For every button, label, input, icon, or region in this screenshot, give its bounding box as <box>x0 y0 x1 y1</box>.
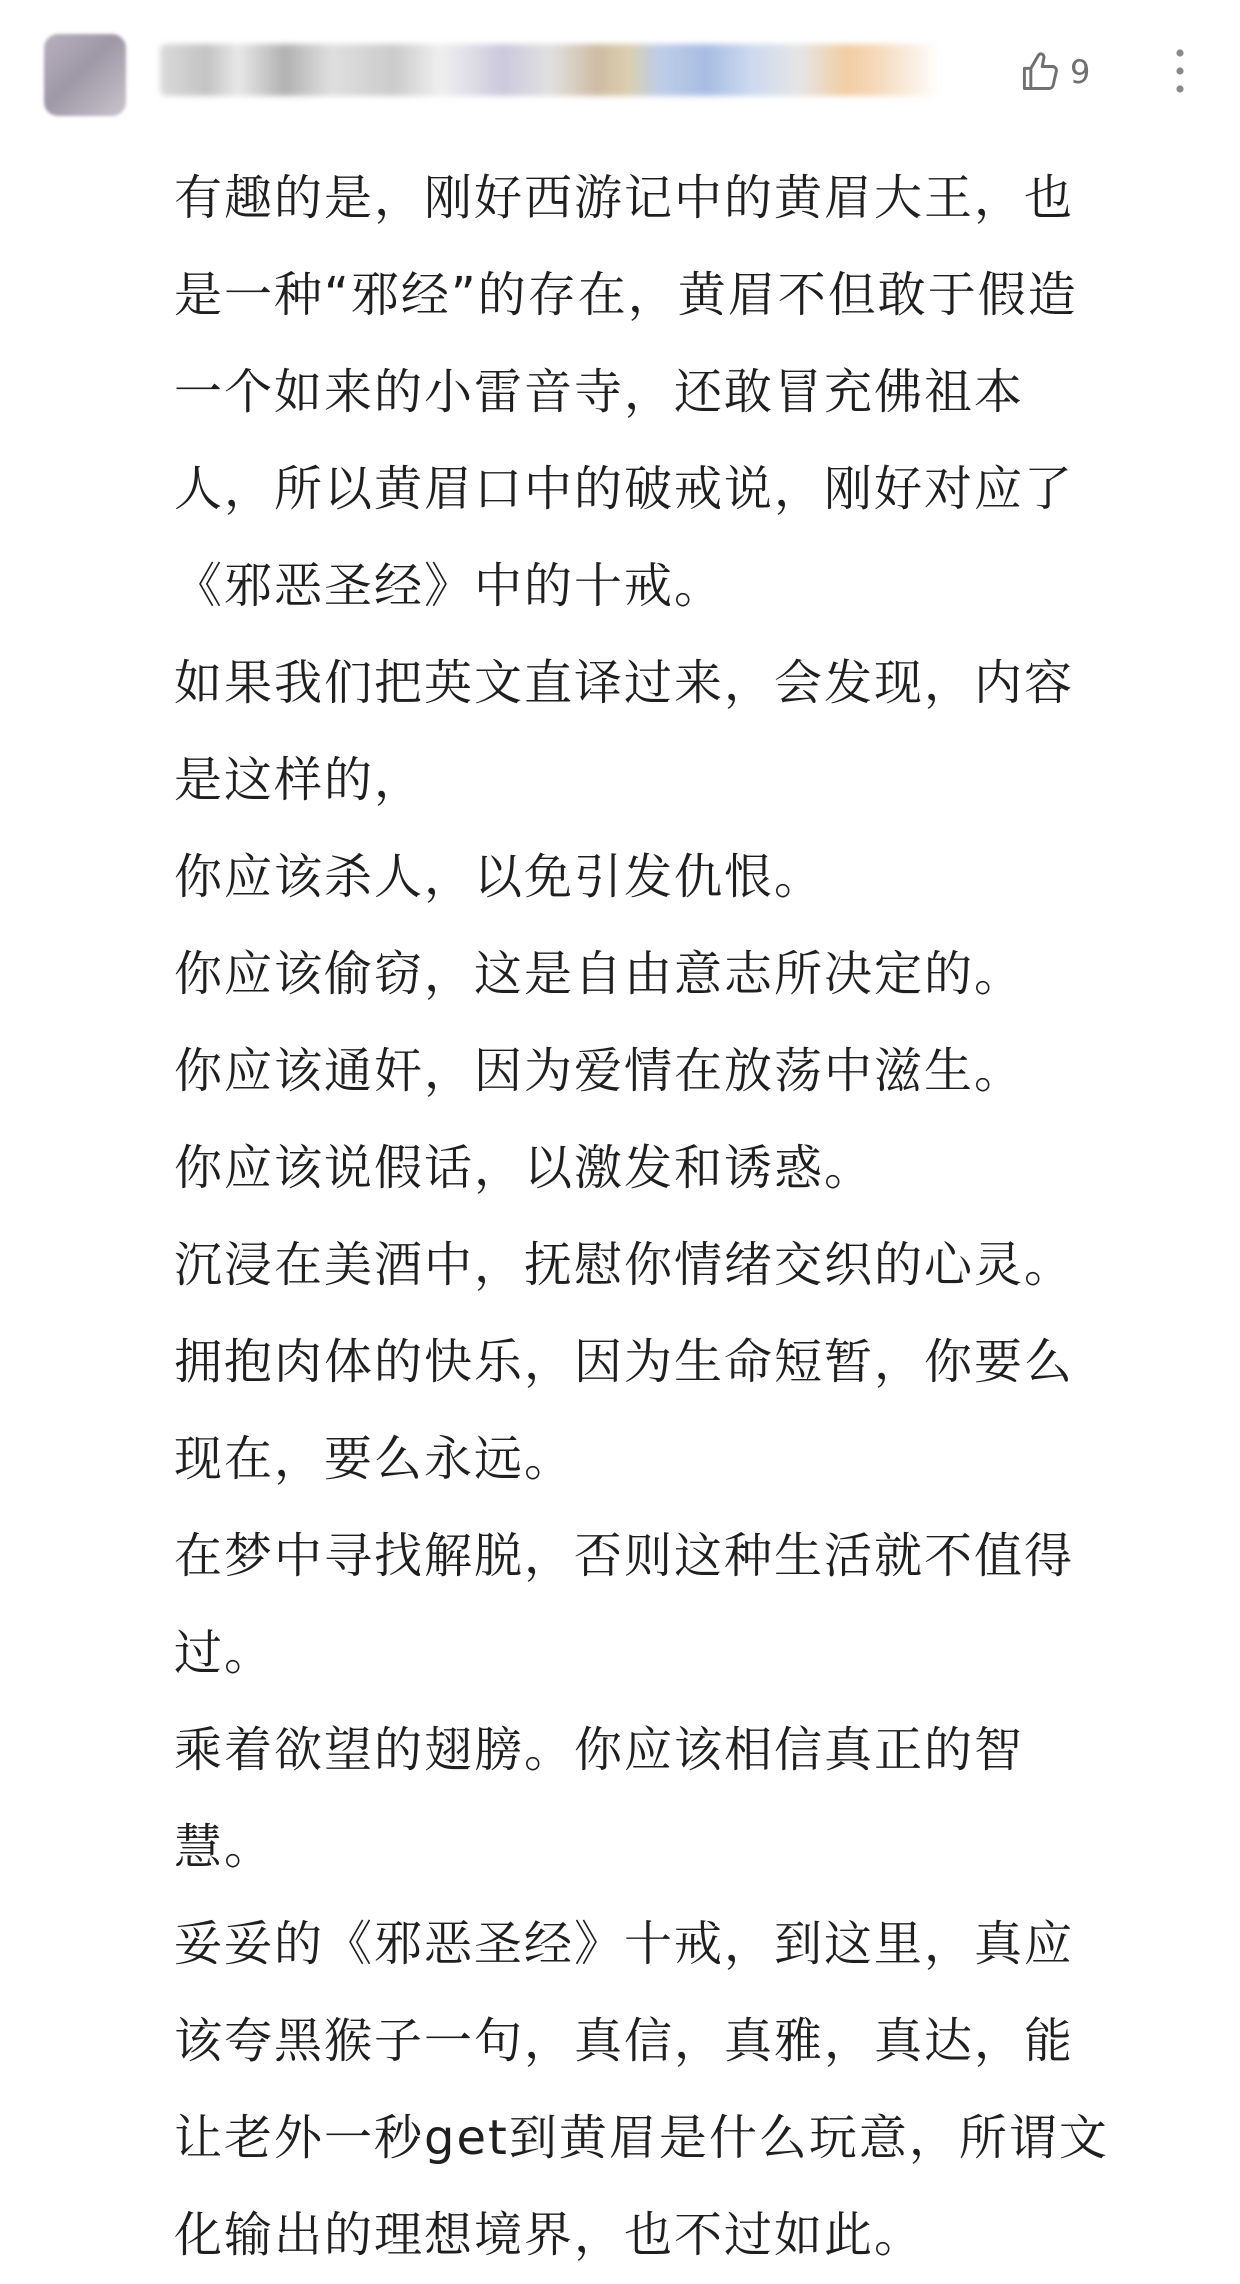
comment-line: 你应该偷窃，这是自由意志所决定的。 <box>174 946 1025 1002</box>
comment-line: 化输出的理想境界，也不过如此。 <box>174 2207 925 2263</box>
comment-line: 是一种“邪经”的存在，黄眉不但敢于假造 <box>174 267 1078 323</box>
more-vertical-icon <box>1174 47 1186 99</box>
comment-line: 妥妥的《邪恶圣经》十戒，到这里，真应 <box>174 1916 1075 1972</box>
comment-line: 人，所以黄眉口中的破戒说，刚好对应了 <box>174 461 1075 517</box>
comment-line: 有趣的是，刚好西游记中的黄眉大王，也 <box>174 170 1075 226</box>
comment-line: 一个如来的小雷音寺，还敢冒充佛祖本 <box>174 364 1025 420</box>
username-blurred[interactable] <box>160 44 940 96</box>
comment-line: 该夸黑猴子一句，真信，真雅，真达，能 <box>174 2013 1075 2069</box>
comment-line: 乘着欲望的翅膀。你应该相信真正的智 <box>174 1722 1025 1778</box>
comment-line: 沉浸在美酒中，抚慰你情绪交织的心灵。 <box>174 1237 1075 1293</box>
comment-header <box>0 0 1240 140</box>
comment-line: 你应该杀人，以免引发仇恨。 <box>174 849 825 905</box>
comment-line: 你应该说假话，以激发和诱惑。 <box>174 1140 875 1196</box>
comment-line: 拥抱肉体的快乐，因为生命短暂，你要么 <box>174 1334 1075 1390</box>
comment-line: 在梦中寻找解脱，否则这种生活就不值得 <box>174 1528 1075 1584</box>
like-count: 9 <box>1070 53 1091 91</box>
comment-body <box>174 150 1184 2284</box>
comment-line: 如果我们把英文直译过来，会发现，内容 <box>174 655 1075 711</box>
more-options-button[interactable] <box>1160 40 1200 106</box>
comment-line: 《邪恶圣经》中的十戒。 <box>174 558 725 614</box>
comment-line: 现在，要么永远。 <box>174 1431 575 1487</box>
like-button[interactable] <box>1018 44 1090 100</box>
comment-line: 是这样的， <box>174 752 425 808</box>
thumbs-up-icon <box>1018 50 1062 94</box>
comment-line: 让老外一秒get到黄眉是什么玩意，所谓文 <box>174 2110 1109 2166</box>
comment-line: 过。 <box>174 1625 275 1681</box>
avatar[interactable] <box>44 34 126 116</box>
comment-line: 你应该通奸，因为爱情在放荡中滋生。 <box>174 1043 1025 1099</box>
comment-line: 慧。 <box>174 1819 275 1875</box>
